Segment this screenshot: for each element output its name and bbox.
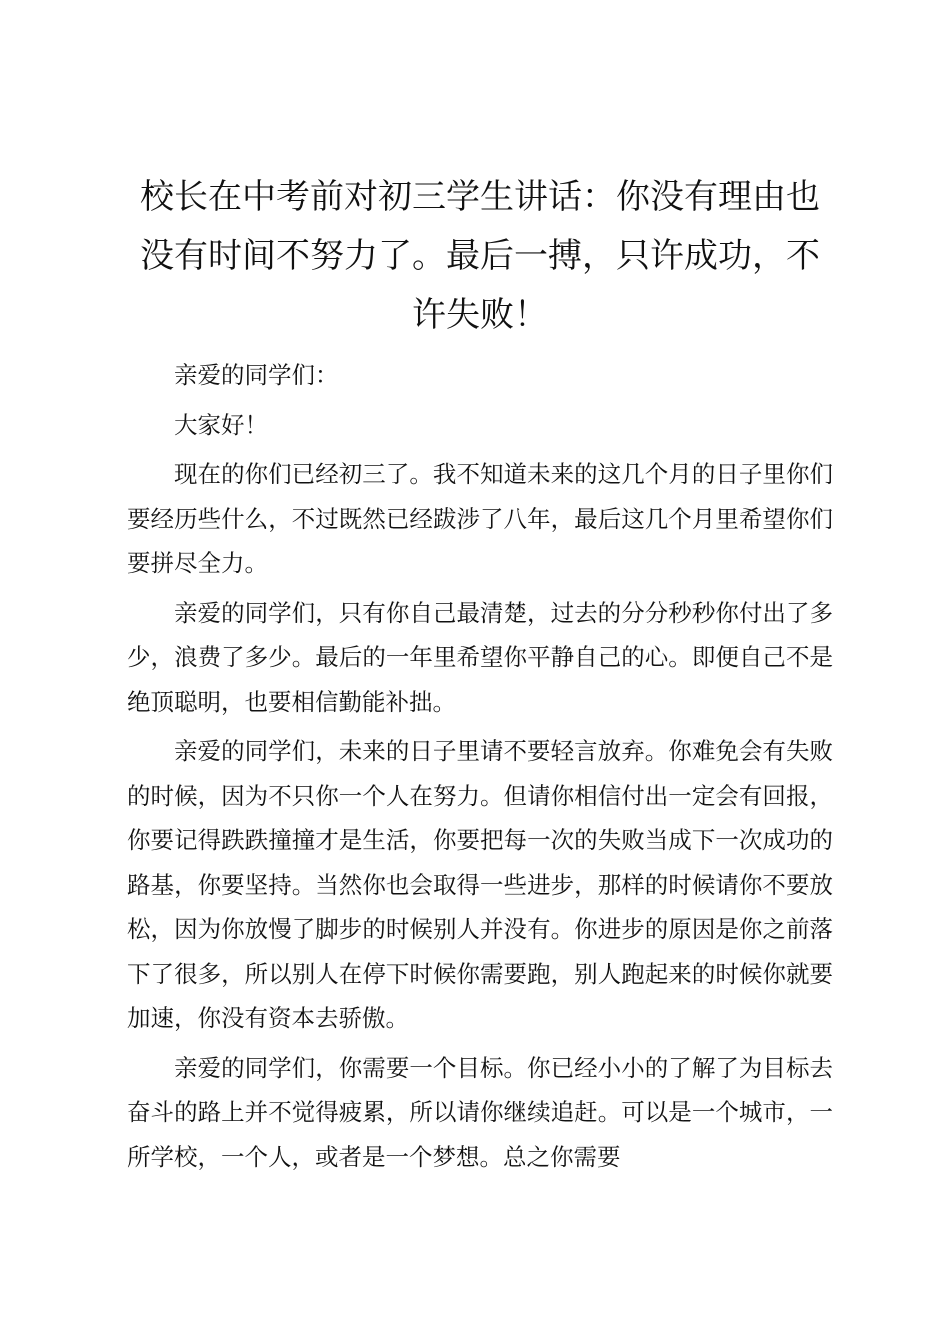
- body-paragraph: 亲爱的同学们，只有你自己最清楚，过去的分分秒秒你付出了多少，浪费了多少。最后的一年里希望你平静自己的心。即便自己不是绝顶聪明，也要相信勤能补拙。: [127, 598, 833, 716]
- greeting: 大家好！: [174, 410, 268, 439]
- salutation: 亲爱的同学们：: [174, 361, 339, 389]
- document-page: [127, 168, 833, 1184]
- body-paragraph: 亲爱的同学们，未来的日子里请不要轻言放弃。你难免会有失败的时候，因为不只你一个人在努力。但请你相信付出一定会有回报，你要记得跌跌撞撞才是生活，你要把每一次的失败当成下一次成功的路基，你要坚持。当然你也会取得一些进步，那样的时候请你不要放松，因为你放慢了脚步的时候别人并没有。你进步的原因是你之前落下了很多，所以别人在停下时候你需要跑，别人跑起来的时候你就要加速，你没有资本去骄傲。: [127, 737, 833, 1032]
- document-title: 校长在中考前对初三学生讲话：你没有理由也没有时间不努力了。最后一搏，只许成功，不许失败！: [140, 177, 820, 335]
- body-paragraph: 现在的你们已经初三了。我不知道未来的这几个月的日子里你们要经历些什么，不过既然已经跋涉了八年，最后这几个月里希望你们要拼尽全力。: [127, 460, 833, 577]
- body-paragraph: 亲爱的同学们，你需要一个目标。你已经小小的了解了为目标去奋斗的路上并不觉得疲累，所以请你继续追赶。可以是一个城市，一所学校，一个人，或者是一个梦想。总之你需要: [127, 1053, 833, 1171]
- document-body: [127, 353, 833, 1179]
